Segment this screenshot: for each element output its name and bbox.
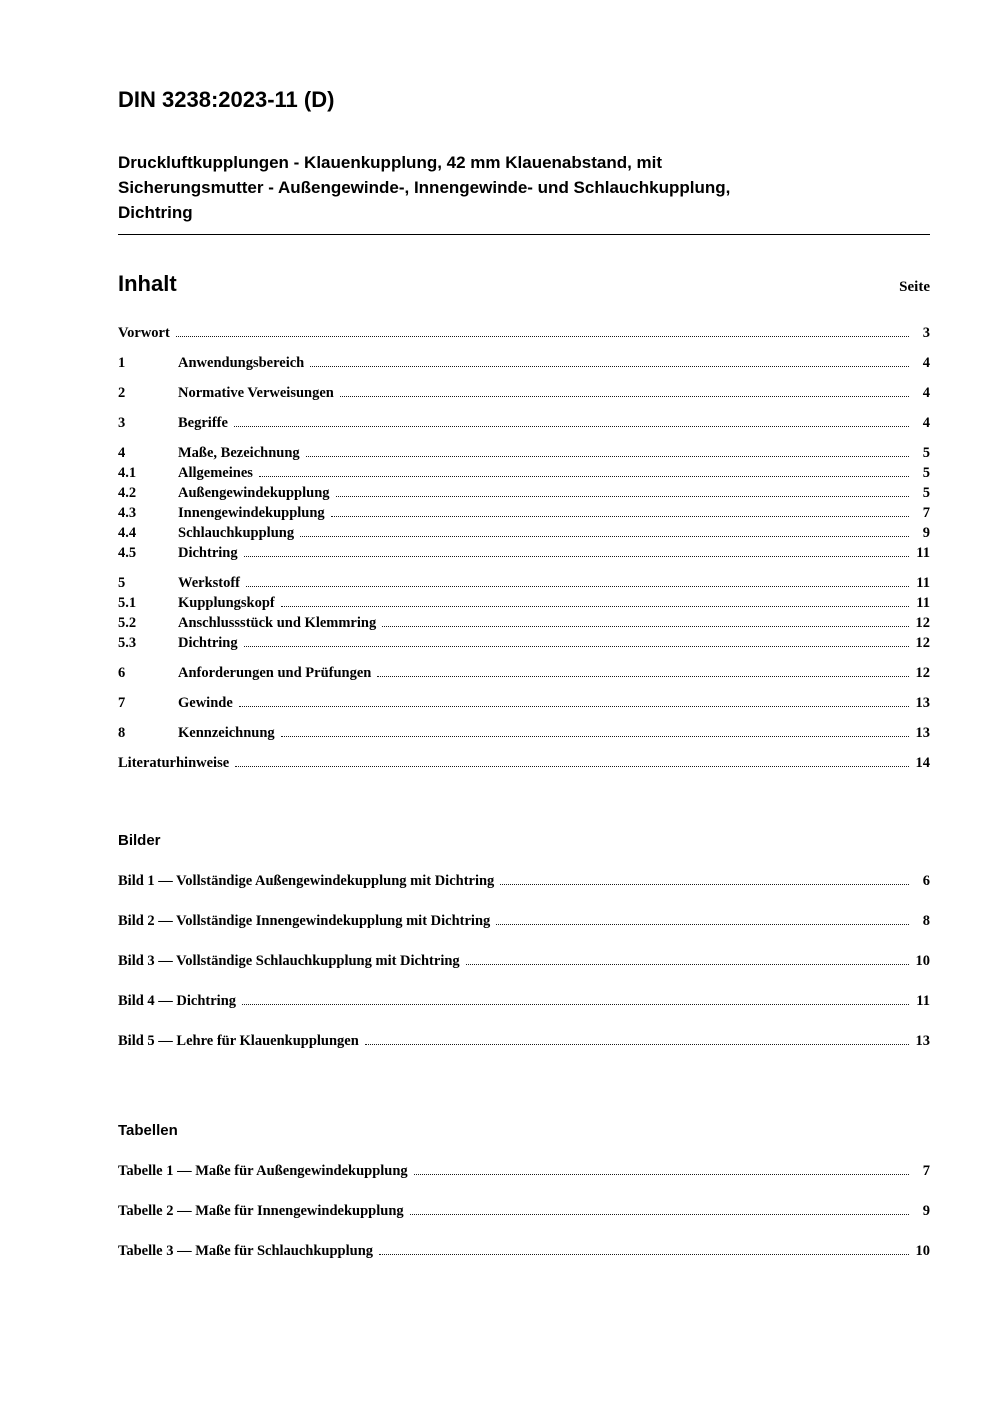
table-entry-page: 7 [922, 1163, 930, 1180]
tables-list [118, 1161, 930, 1261]
dot-leader [310, 366, 909, 367]
toc-entry [118, 593, 930, 613]
dot-leader [259, 476, 909, 477]
dot-leader [239, 706, 909, 707]
toc-entry-label: Anwendungsbereich [178, 355, 305, 372]
dot-leader [500, 884, 909, 885]
figure-entry [118, 991, 930, 1011]
toc-entry-page: 5 [922, 485, 930, 502]
figure-entry-label: Bild 1 — Vollständige Außengewindekupplung mit Dichtring [118, 873, 495, 890]
toc-entry-page: 12 [915, 615, 930, 632]
table-entry-page: 10 [915, 1243, 930, 1260]
figures-list [118, 871, 930, 1051]
toc-entry-number: 4.1 [118, 465, 137, 482]
toc-entry-number: 4.5 [118, 545, 137, 562]
dot-leader [365, 1044, 909, 1045]
table-entry [118, 1201, 930, 1221]
toc-entry-page: 4 [922, 415, 930, 432]
toc-entry-label: Allgemeines [178, 465, 253, 482]
toc-entry-label: Normative Verweisungen [178, 385, 334, 402]
toc-entry-label: Anforderungen und Prüfungen [178, 665, 372, 682]
toc-entry-number: 5 [118, 575, 126, 592]
dot-leader [244, 556, 909, 557]
dot-leader [300, 536, 909, 537]
toc-entry [118, 663, 930, 683]
dot-leader [331, 516, 909, 517]
toc-entry [118, 693, 930, 713]
figure-entry [118, 1031, 930, 1051]
table-entry-label: Tabelle 1 — Maße für Außengewindekupplung [118, 1163, 408, 1180]
toc-entry-number: 4.4 [118, 525, 137, 542]
document-title [118, 150, 930, 235]
figure-entry-label: Bild 2 — Vollständige Innengewindekupplung mit Dichtring [118, 913, 491, 930]
figure-entry-page: 8 [922, 913, 930, 930]
toc-entry [118, 633, 930, 653]
toc-entry [118, 353, 930, 373]
dot-leader [377, 676, 909, 677]
toc-entry [118, 383, 930, 403]
toc-list [118, 323, 930, 773]
toc-entry [118, 723, 930, 743]
dot-leader [246, 586, 909, 587]
toc-entry-number: 8 [118, 725, 126, 742]
figure-entry [118, 951, 930, 971]
toc-entry-label: Dichtring [178, 635, 238, 652]
toc-entry [118, 483, 930, 503]
toc-entry-number: 1 [118, 355, 126, 372]
toc-entry [118, 573, 930, 593]
toc-entry-label: Innengewindekupplung [178, 505, 325, 522]
toc-entry-page: 3 [922, 325, 930, 342]
figures-heading: Bilder [118, 832, 161, 850]
page-content [118, 0, 930, 1261]
toc-entry-label: Kennzeichnung [178, 725, 275, 742]
toc-entry-label: Schlauchkupplung [178, 525, 295, 542]
toc-entry-number: 4.3 [118, 505, 137, 522]
figure-entry-label: Bild 3 — Vollständige Schlauchkupplung mit Dichtring [118, 953, 460, 970]
toc-entry-label: Gewinde [178, 695, 233, 712]
toc-entry-page: 5 [922, 445, 930, 462]
toc-header-row [118, 271, 930, 297]
toc-entry-number: 4 [118, 445, 126, 462]
toc-entry-label: Maße, Bezeichnung [178, 445, 300, 462]
toc-entry-number: 5.1 [118, 595, 137, 612]
toc-entry-number: 7 [118, 695, 126, 712]
table-entry-label: Tabelle 3 — Maße für Schlauchkupplung [118, 1243, 374, 1260]
dot-leader [336, 496, 909, 497]
toc-entry-number: 4.2 [118, 485, 137, 502]
toc-entry-page: 13 [915, 725, 930, 742]
toc-entry [118, 613, 930, 633]
toc-entry-number: 6 [118, 665, 126, 682]
toc-entry-page: 11 [916, 575, 930, 592]
toc-entry-label: Anschlussstück und Klemmring [178, 615, 377, 632]
dot-leader [466, 964, 909, 965]
toc-entry-label: Begriffe [178, 415, 228, 432]
toc-entry-number: 5.2 [118, 615, 137, 632]
dot-leader [382, 626, 909, 627]
figure-entry-page: 11 [916, 993, 930, 1010]
dot-leader [281, 736, 909, 737]
toc-entry-label: Werkstoff [178, 575, 241, 592]
toc-entry-label: Außengewindekupplung [178, 485, 330, 502]
toc-heading: Inhalt [118, 271, 177, 297]
dot-leader [414, 1174, 909, 1175]
figure-entry-page: 6 [922, 873, 930, 890]
toc-entry-page: 4 [922, 355, 930, 372]
toc-entry-page: 14 [915, 755, 930, 772]
tables-heading: Tabellen [118, 1122, 178, 1140]
toc-entry-label: Vorwort [118, 325, 170, 342]
toc-entry-page: 12 [915, 665, 930, 682]
toc-entry-number: 3 [118, 415, 126, 432]
dot-leader [176, 336, 909, 337]
table-entry [118, 1241, 930, 1261]
page-column-label: Seite [899, 279, 930, 296]
dot-leader [234, 426, 909, 427]
toc-entry [118, 753, 930, 773]
dot-leader [244, 646, 909, 647]
dot-leader [379, 1254, 909, 1255]
toc-entry-page: 7 [922, 505, 930, 522]
document-title-line: Druckluftkupplungen - Klauenkupplung, 42 mm Klauenabstand, mit [118, 153, 663, 173]
figure-entry-page: 10 [915, 953, 930, 970]
toc-entry-label: Dichtring [178, 545, 238, 562]
table-entry-label: Tabelle 2 — Maße für Innengewindekupplung [118, 1203, 404, 1220]
dot-leader [242, 1004, 909, 1005]
toc-entry-page: 13 [915, 695, 930, 712]
figure-entry [118, 911, 930, 931]
toc-entry [118, 543, 930, 563]
document-id: DIN 3238:2023-11 (D) [118, 87, 335, 112]
figure-entry-page: 13 [915, 1033, 930, 1050]
toc-entry-label: Kupplungskopf [178, 595, 275, 612]
toc-entry [118, 463, 930, 483]
toc-entry-page: 9 [922, 525, 930, 542]
toc-entry-page: 4 [922, 385, 930, 402]
dot-leader [235, 766, 909, 767]
toc-entry-label: Literaturhinweise [118, 755, 230, 772]
dot-leader [281, 606, 909, 607]
document-title-line: Sicherungsmutter - Außengewinde-, Innengewinde- und Schlauchkupplung, [118, 178, 731, 198]
toc-entry [118, 503, 930, 523]
toc-entry-page: 12 [915, 635, 930, 652]
toc-entry [118, 323, 930, 343]
toc-entry-number: 5.3 [118, 635, 137, 652]
document-title-line: Dichtring [118, 203, 193, 223]
dot-leader [410, 1214, 909, 1215]
figure-entry-label: Bild 5 — Lehre für Klauenkupplungen [118, 1033, 359, 1050]
dot-leader [306, 456, 909, 457]
toc-entry [118, 443, 930, 463]
toc-entry-number: 2 [118, 385, 126, 402]
toc-entry-page: 11 [916, 545, 930, 562]
toc-entry [118, 413, 930, 433]
table-entry [118, 1161, 930, 1181]
dot-leader [496, 924, 909, 925]
figure-entry-label: Bild 4 — Dichtring [118, 993, 237, 1010]
figure-entry [118, 871, 930, 891]
table-entry-page: 9 [922, 1203, 930, 1220]
toc-entry [118, 523, 930, 543]
toc-entry-page: 11 [916, 595, 930, 612]
dot-leader [340, 396, 909, 397]
toc-entry-page: 5 [922, 465, 930, 482]
